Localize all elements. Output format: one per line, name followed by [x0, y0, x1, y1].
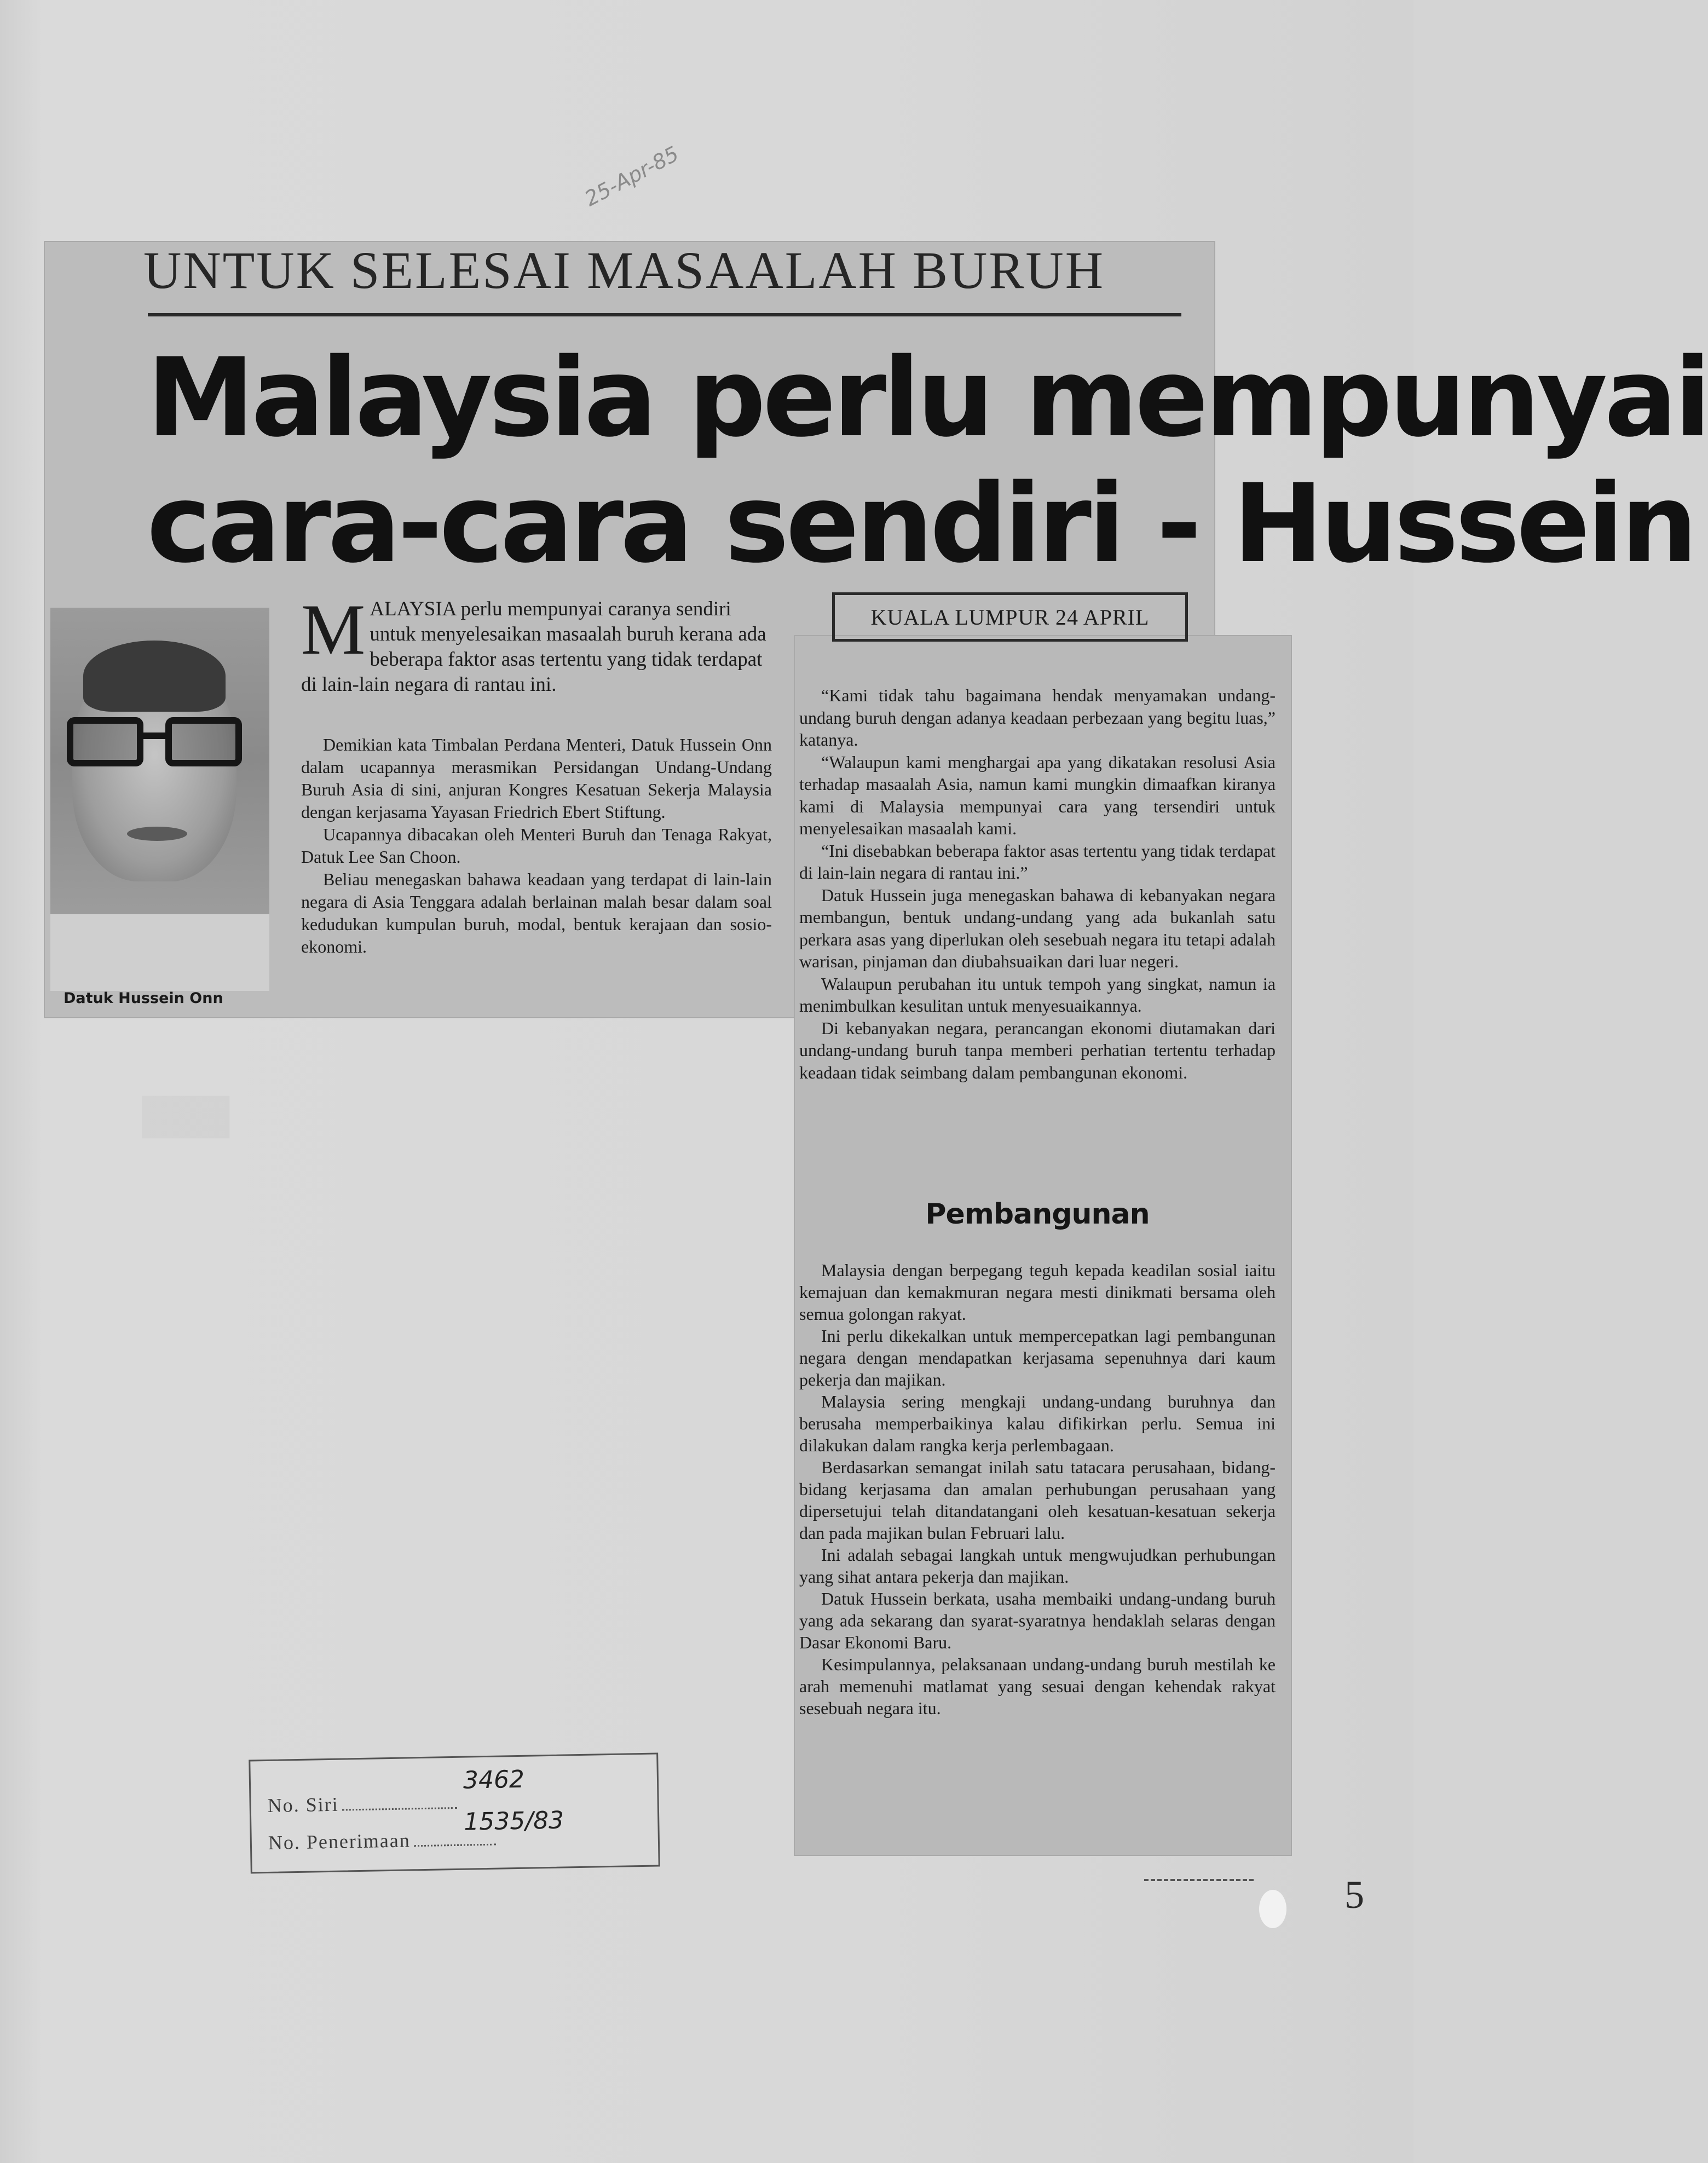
column-a	[301, 734, 772, 958]
lead-paragraph	[301, 589, 772, 697]
paragraph: Walaupun perubahan itu untuk tempoh yang singkat, namun ia menimbulkan kesulitan untuk menyesuaikannya.	[799, 973, 1276, 1016]
dateline-box: KUALA LUMPUR 24 APRIL	[832, 592, 1188, 642]
paragraph: Ucapannya dibacakan oleh Menteri Buruh dan Tenaga Rakyat, Datuk Lee San Choon.	[301, 824, 772, 867]
dropcap: M	[301, 589, 366, 670]
page-number: 5	[1345, 1873, 1364, 1917]
paragraph: Di kebanyakan negara, perancangan ekonomi diutamakan dari undang-undang buruh tanpa memberi perhatian tertentu terhadap keadaan tidak seimbang dalam pembangunan ekonomi.	[799, 1018, 1276, 1082]
paragraph: Ini perlu dikekalkan untuk mempercepatkan lagi pembangunan negara dengan mendapatkan kerjasama sepenuhnya dari kaum pekerja dan majikan.	[799, 1326, 1276, 1389]
paragraph: Ini adalah sebagai langkah untuk mengwujudkan perhubungan yang sihat antara pekerja dan majikan.	[799, 1545, 1276, 1587]
subheading: Pembangunan	[925, 1198, 1150, 1231]
headline-line-2: cara-cara sendiri - Hussein	[147, 460, 1695, 587]
portrait-shirt	[50, 914, 269, 991]
stamp-siri-value: 3462	[463, 1765, 525, 1795]
headline-line-1: Malaysia perlu mempunyai	[147, 334, 1708, 461]
kicker-heading: UNTUK SELESAI MASAALAH BURUH	[143, 241, 1105, 299]
kicker-rule	[148, 313, 1181, 316]
paragraph: Datuk Hussein berkata, usaha membaiki undang-undang buruh yang ada sekarang dan syarat-syaratnya hendaklah selaras dengan Dasar Ekonomi Baru.	[799, 1589, 1276, 1652]
paragraph: “Walaupun kami menghargai apa yang dikatakan resolusi Asia terhadap masaalah Asia, namun kami mungkin dimaafkan kiranya kami di Malaysia mempunyai cara yang tersendiri untuk menyelesaikan masaalah kami.	[799, 752, 1276, 838]
column-b	[799, 684, 1276, 1083]
paragraph: Malaysia sering mengkaji undang-undang buruhnya dan berusaha memperbaikinya kalau difikirkan perlu. Semua ini dilakukan dalam rangka kerja perlembagaan.	[799, 1392, 1276, 1455]
paragraph: Beliau menegaskan bahawa keadaan yang terdapat di lain-lain negara di Asia Tenggara adalah berlainan malah besar dalam soal kedudukan kumpulan buruh, modal, bentuk kerajaan dan sosio-ekonomi.	[301, 869, 772, 956]
stamp-penerimaan-value: 1535/83	[463, 1806, 564, 1836]
paragraph: Malaysia dengan berpegang teguh kepada keadilan sosial iaitu kemajuan dan kemakmuran negara mesti dinikmati bersama oleh semua golongan rakyat.	[799, 1260, 1276, 1324]
stamp-siri-row	[267, 1791, 457, 1817]
paragraph: Berdasarkan semangat inilah satu tatacara perusahaan, bidang-bidang kerjasama dan amalan perhubungan perusahaan yang dipersetujui telah ditandatangani oleh kesatuan-kesatuan sekerja dan pada majikan bulan Februari lalu.	[799, 1457, 1276, 1543]
stamp-penerimaan-row	[268, 1827, 497, 1854]
watermark-ghost	[131, 1040, 251, 1174]
handwritten-date-annotation: 25-Apr-85	[580, 141, 683, 211]
portrait-glasses-icon	[67, 717, 247, 766]
lead-text: ALAYSIA perlu mempunyai caranya sendiri untuk menyelesaikan masaalah buruh kerana ada beberapa faktor asas tertentu yang tidak terdapat di lain-lain negara di rantau ini.	[301, 598, 766, 696]
paragraph: Datuk Hussein juga menegaskan bahawa di kebanyakan negara membangun, bentuk undang-undang yang ada bukanlah satu perkara asas yang diperlukan oleh sesebuah negara itu tetapi adalah warisan, pinjaman dan diubahsuaikan dari luar negeri.	[799, 885, 1276, 971]
portrait-mouth	[127, 827, 187, 841]
stamp-penerimaan-label: No. Penerimaan	[268, 1829, 411, 1854]
paragraph: “Kami tidak tahu bagaimana hendak menyamakan undang-undang buruh dengan adanya keadaan perbezaan yang begitu luas,” katanya.	[799, 685, 1276, 749]
paragraph: Kesimpulannya, pelaksanaan undang-undang buruh mestilah ke arah memenuhi matlamat yang sesuai dengan kehendak rakyat sesebuah negara itu.	[799, 1654, 1276, 1718]
photo-caption: Datuk Hussein Onn	[64, 990, 223, 1007]
portrait-hair	[83, 641, 226, 712]
portrait-photo	[50, 608, 269, 985]
archive-stamp	[249, 1752, 660, 1873]
paragraph: “Ini disebabkan beberapa faktor asas tertentu yang tidak terdapat di lain-lain negara di rantau ini.”	[799, 840, 1276, 882]
paragraph: Demikian kata Timbalan Perdana Menteri, Datuk Hussein Onn dalam ucapannya merasmikan Persidangan Undang-Undang Buruh Asia di sini, anjuran Kongres Kesatuan Sekerja Malaysia dengan kerjasama Yayasan Friedrich Ebert Stiftung.	[301, 735, 772, 822]
column-c	[799, 1259, 1276, 1719]
paper-blot	[1259, 1890, 1286, 1928]
divider-dashes	[1144, 1879, 1254, 1881]
stamp-siri-label: No. Siri	[267, 1793, 339, 1816]
